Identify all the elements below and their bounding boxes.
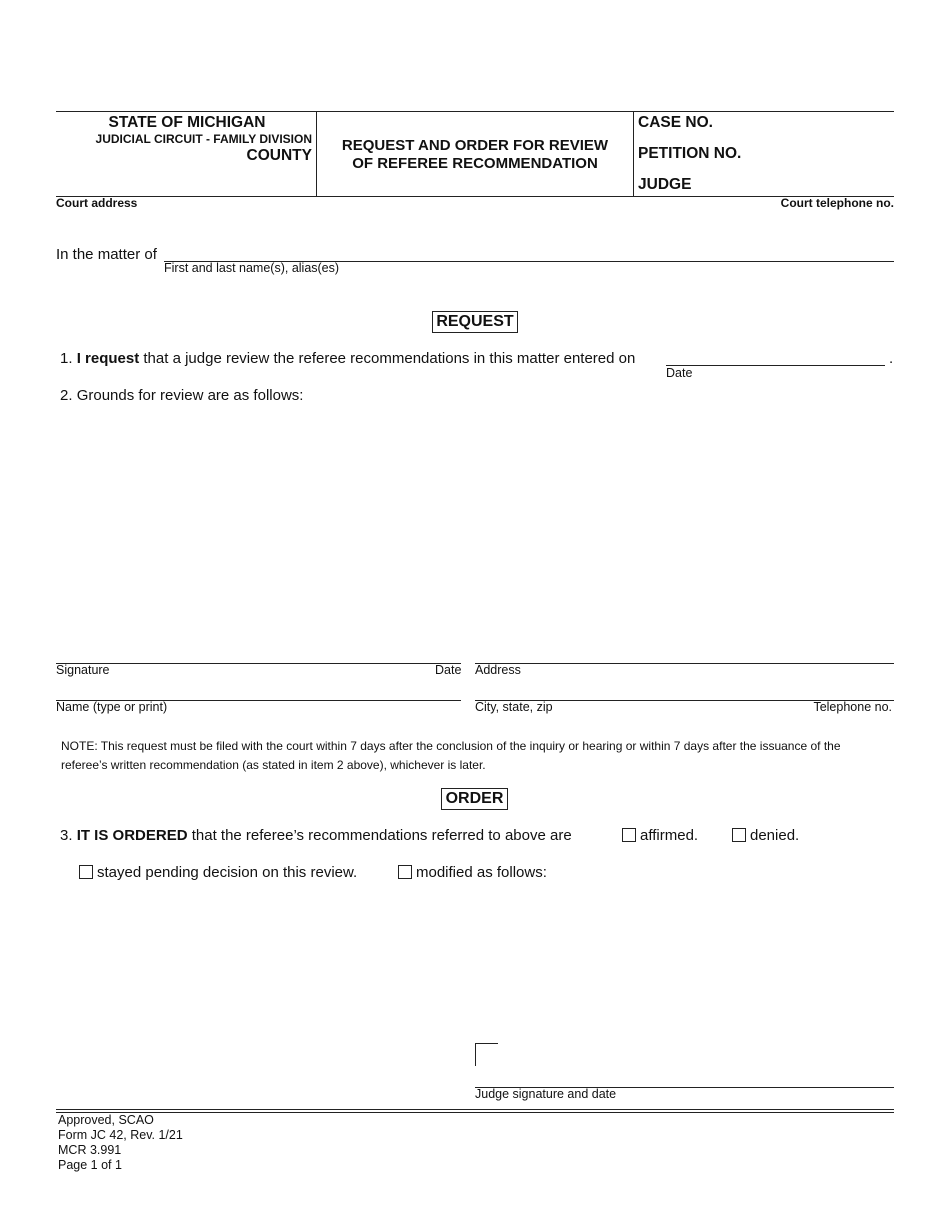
telephone-caption: Telephone no. (813, 700, 892, 714)
court-telephone-label: Court telephone no. (780, 196, 894, 210)
matter-label: In the matter of (56, 246, 157, 263)
form-title-line1: REQUEST AND ORDER FOR REVIEW (341, 137, 609, 154)
court-address-label: Court address (56, 196, 138, 210)
form-footer (58, 1113, 183, 1173)
recommendation-date-caption: Date (666, 366, 693, 380)
state-name: STATE OF MICHIGAN (108, 114, 266, 131)
denied-label: denied. (750, 827, 800, 844)
modified-label: modified as follows: (416, 864, 547, 881)
stayed-checkbox[interactable] (79, 865, 93, 879)
item2-text: Grounds for review are as follows: (76, 387, 304, 404)
item2-number: 2. (60, 387, 73, 404)
form-title-line2: OF REFEREE RECOMMENDATION (352, 155, 598, 172)
petition-no-label: PETITION NO. (638, 145, 742, 162)
request-item2 (60, 387, 303, 404)
order-heading: ORDER (441, 788, 508, 810)
county-label: COUNTY (246, 147, 312, 164)
stayed-label: stayed pending decision on this review. (97, 864, 358, 881)
filing-note-line1: NOTE: This request must be filed with the court within 7 days after the conclusion of the inquiry or hearing or within 7 days after the issuance of the (61, 739, 841, 753)
footer-page: Page 1 of 1 (58, 1158, 122, 1172)
date-caption: Date (435, 663, 462, 677)
judge-signature-caption: Judge signature and date (475, 1087, 617, 1101)
matter-name-caption: First and last name(s), alias(es) (164, 261, 340, 275)
signature-field[interactable] (56, 663, 461, 664)
request-heading: REQUEST (432, 311, 518, 333)
item3-bold: IT IS ORDERED (76, 827, 188, 844)
filing-note-line2: referee’s written recommendation (as stated in item 2 above), whichever is later. (61, 758, 486, 772)
footer-form-number: Form JC 42, Rev. 1/21 (58, 1128, 183, 1142)
request-item1 (60, 350, 635, 367)
item3-number: 3. (60, 827, 73, 844)
item1-number: 1. (60, 350, 73, 367)
order-item3 (60, 827, 572, 844)
signature-corner-mark (475, 1043, 498, 1066)
item1-text: that a judge review the referee recommendations in this matter entered on (143, 350, 636, 367)
case-no-label: CASE NO. (638, 114, 713, 131)
footer-rule-top (56, 1109, 894, 1110)
signature-caption: Signature (56, 663, 110, 677)
item1-bold: I request (76, 350, 140, 367)
affirmed-checkbox[interactable] (622, 828, 636, 842)
address-caption: Address (475, 663, 521, 677)
circuit-label: JUDICIAL CIRCUIT - FAMILY DIVISION (95, 132, 312, 146)
city-state-zip-caption: City, state, zip (475, 700, 553, 714)
modified-checkbox[interactable] (398, 865, 412, 879)
affirmed-label: affirmed. (640, 827, 699, 844)
footer-mcr: MCR 3.991 (58, 1143, 122, 1157)
filing-note (61, 737, 901, 775)
footer-approved: Approved, SCAO (58, 1113, 154, 1127)
judge-label: JUDGE (638, 176, 692, 193)
address-field[interactable] (475, 663, 894, 664)
grounds-for-review-area[interactable] (56, 410, 894, 650)
item1-period: . (889, 350, 894, 367)
name-caption: Name (type or print) (56, 700, 168, 714)
denied-checkbox[interactable] (732, 828, 746, 842)
recommendation-date-field[interactable] (666, 365, 885, 366)
item3-text: that the referee’s recommendations referred to above are (191, 827, 572, 844)
modification-text-area[interactable] (56, 890, 894, 1030)
